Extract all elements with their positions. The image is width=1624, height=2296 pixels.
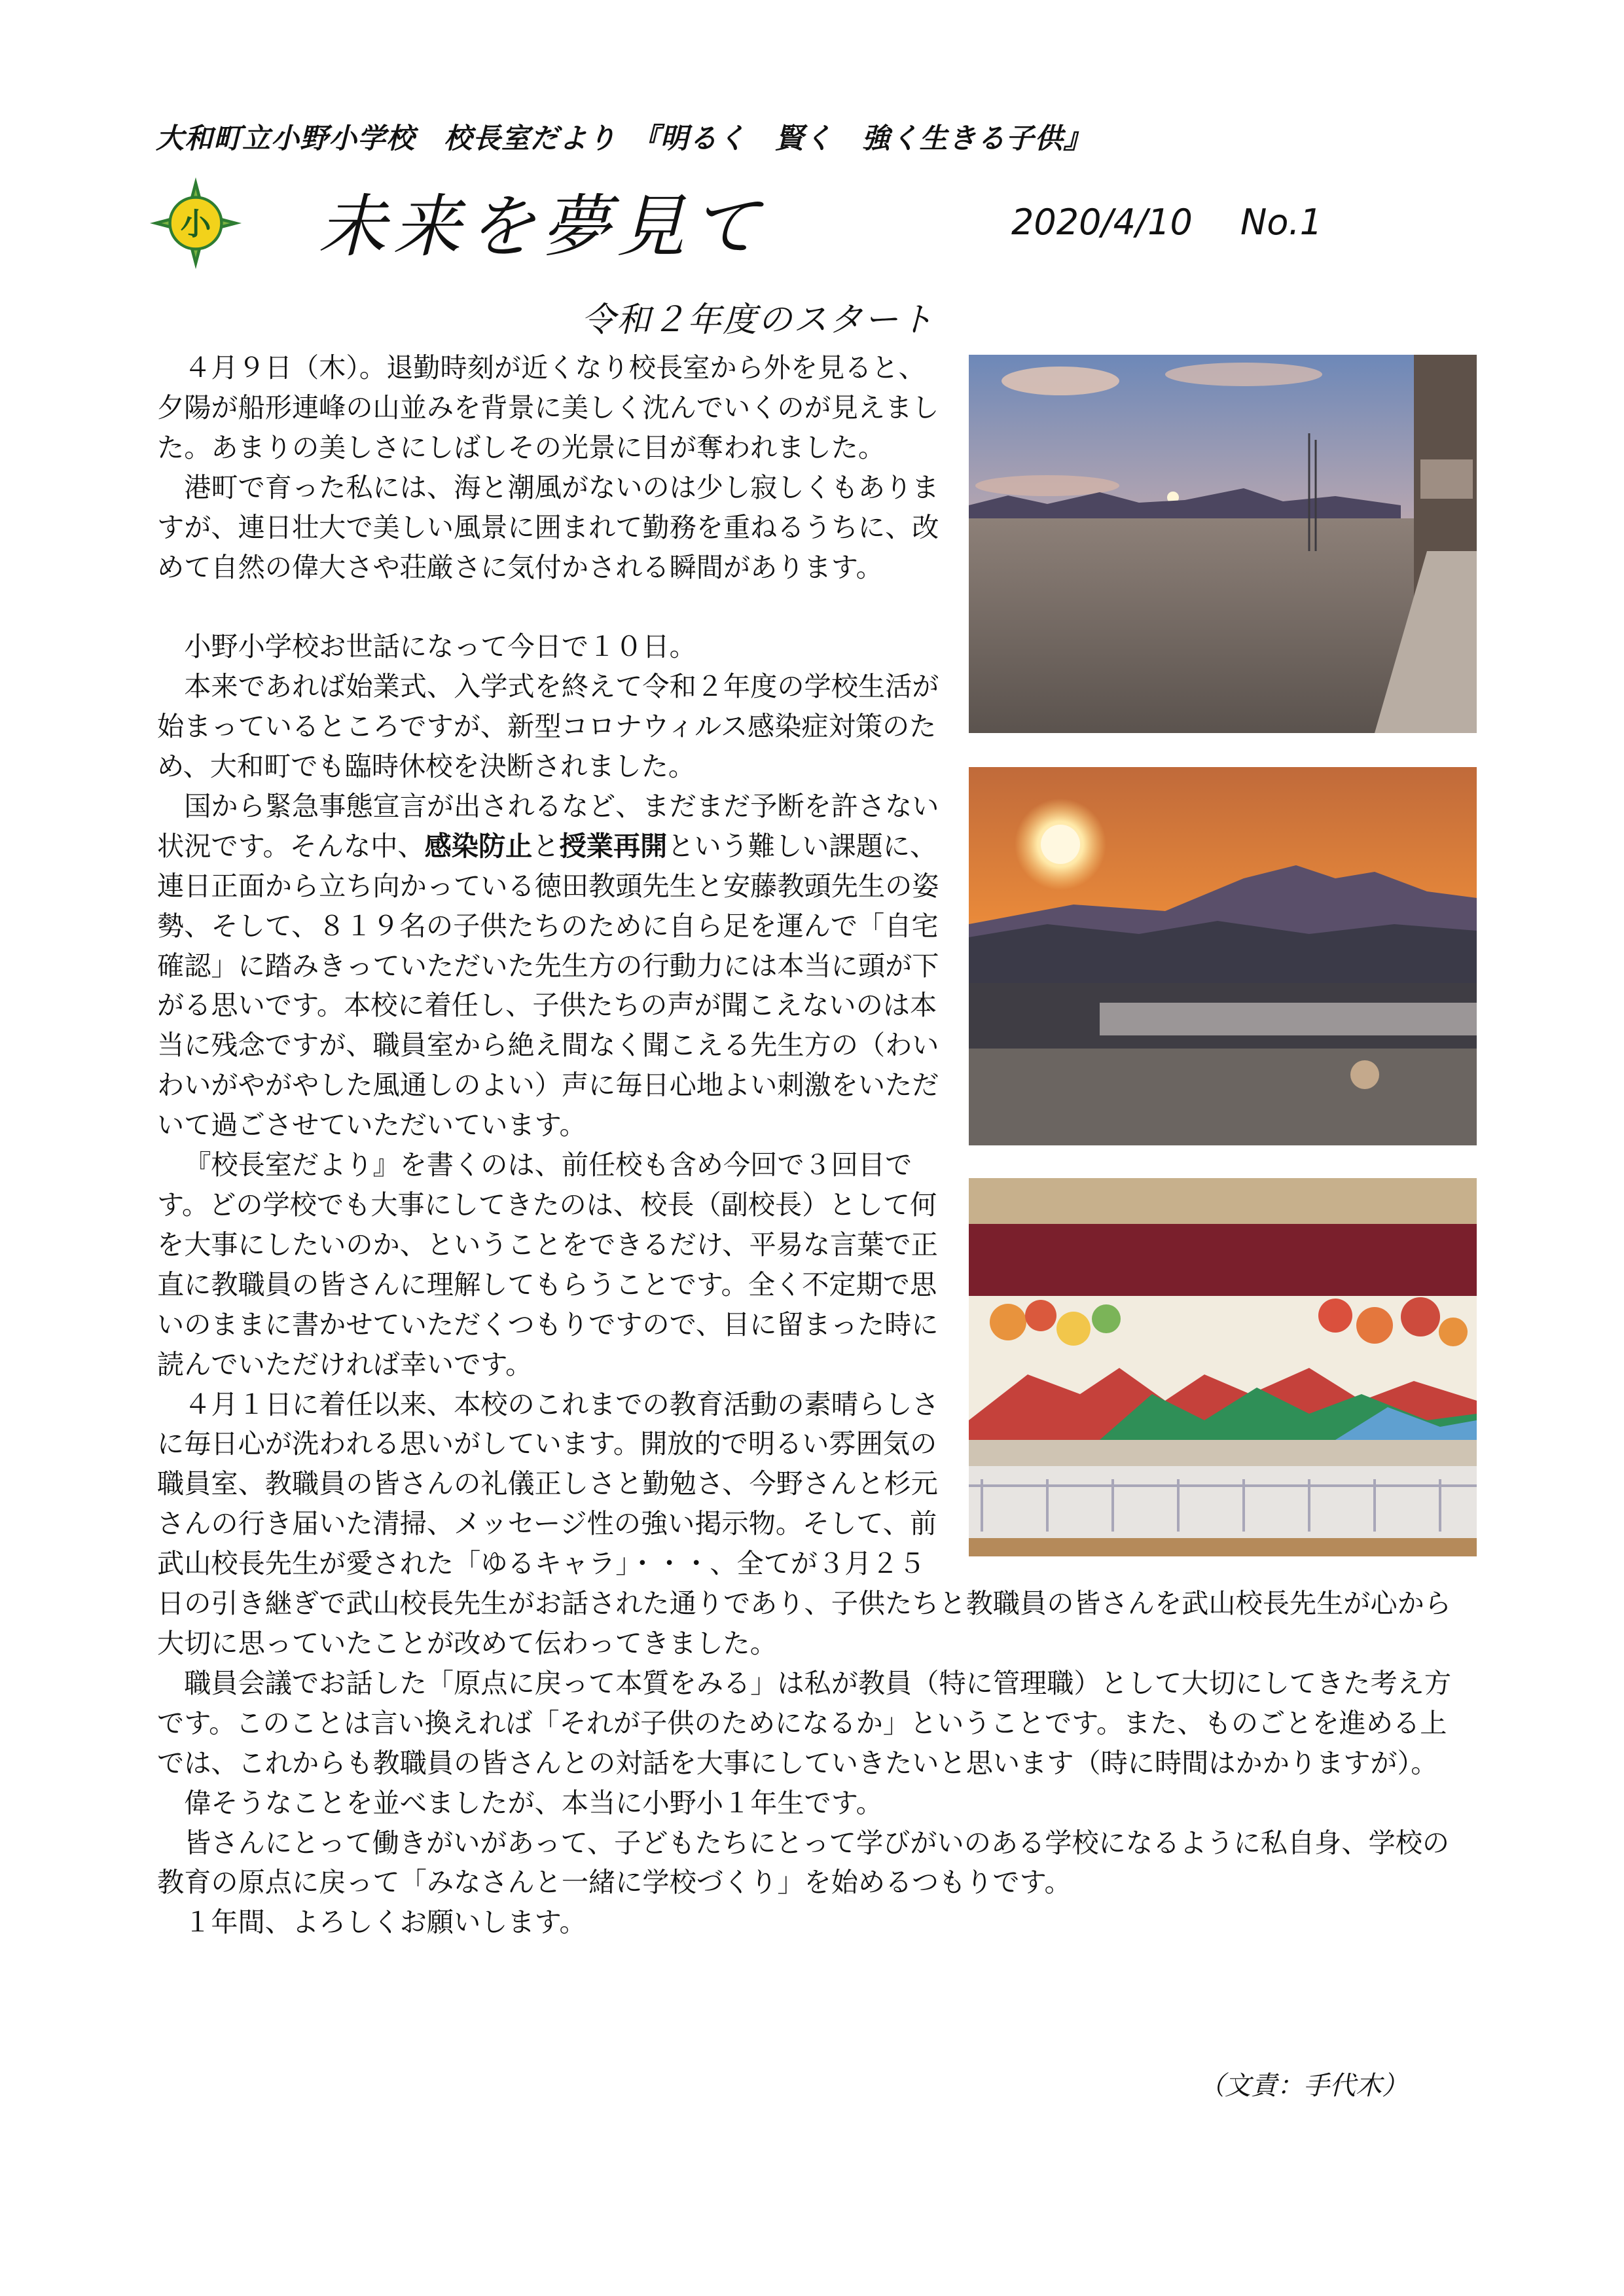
paragraph: ４月１日に着任以来、本校のこれまでの教育活動の素晴らしさに毎日心が洗われる思いがしています。開放的で明るい雰囲気の職員室、教職員の皆さんの礼儀正しさと勤勉さ、今野さんと杉元さんの行き届いた清掃、メッセージ性の強い掲示物。そして、前武山校長先生が愛された「ゆるキャラ」・・・、全てが３月２５日の引き継ぎで武山校長先生がお話された通りであり、子供たちと教職員の皆さんを武山校長先生が心から大切に思っていたことが改めて伝わってきました。: [157, 1388, 1452, 1659]
author-signature: （文責：手代木）: [1199, 2071, 1408, 2101]
paragraph: 小野小学校お世話になって今日で１０日。: [184, 631, 696, 663]
paragraph: １年間、よろしくお願いします。: [184, 1907, 586, 1939]
article-heading: 令和２年度のスタート: [581, 300, 935, 340]
paragraph: 職員会議でお話した「原点に戻って本質をみる」は私が教員（特に管理職）として大切にしてきた考え方です。このことは言い換えれば「それが子供のためになるか」ということです。また、ものごとを進める上では、これからも教職員の皆さんとの対話を大事にしていきたいと思います（時に時間はかかりますが）。: [157, 1667, 1452, 1779]
article-body: [157, 348, 1473, 1943]
paragraph: 本来であれば始業式、入学式を終えて令和２年度の学校生活が始まっているところですが、新型コロナウィルス感染症対策のため、大和町でも臨時休校を決断されました。: [157, 671, 939, 783]
paragraph: 皆さんにとって働きがいがあって、子どもたちにとって学びがいのある学校になるように私自身、学校の教育の原点に戻って「みなさんと一緒に学校づくり」を始めるつもりです。: [157, 1827, 1450, 1899]
emblem-char: 小: [180, 207, 211, 243]
issue-number: No.1: [1240, 202, 1322, 243]
newsletter-tagline: 大和町立小野小学校 校長室だより 『明るく 賢く 強く生きる子供』: [156, 122, 1092, 155]
issue-date: 2020/4/10: [1011, 202, 1193, 243]
paragraph: 国から緊急事態宣言が出されるなど、まだまだ予断を許さない状況です。そんな中、感染防止と授業再開という難しい課題に、連日正面から立ち向かっている徳田教頭先生と安藤教頭先生の姿勢、そして、８１９名の子供たちのために自ら足を運んで「自宅確認」に踏みきっていただいた先生方の行動力には本当に頭が下がる思いです。本校に着任し、子供たちの声が聞こえないのは本当に残念ですが、職員室から絶え間なく聞こえる先生方の（わいわいがやがやした風通しのよい）声に毎日心地よい刺激をいただいて過ごさせていただいています。: [157, 790, 939, 1141]
paragraph: 『校長室だより』を書くのは、前任校も含め今回で３回目です。どの学校でも大事にしてきたのは、校長（副校長）として何を大事にしたいのか、ということをできるだけ、平易な言葉で正直に教職員の皆さんに理解してもらうことです。全く不定期で思いのままに書かせていただくつもりですので、目に留まった時に読んでいただければ幸いです。: [157, 1149, 939, 1380]
school-emblem-icon: [148, 175, 244, 271]
paragraph: ４月９日（木）。退勤時刻が近くなり校長室から外を見ると、夕陽が船形連峰の山並みを背景に美しく沈んでいくのが見えました。あまりの美しさにしばしその光景に目が奪われました。: [157, 352, 939, 463]
emphasis-class-resumption: 授業再開: [559, 829, 668, 862]
newsletter-title: 未来を夢見て: [318, 187, 767, 266]
paragraph: 偉そうなことを並べましたが、本当に小野小１年生です。: [184, 1787, 883, 1819]
emphasis-infection-prevention: 感染防止: [424, 829, 533, 862]
paragraph: 港町で育った私には、海と潮風がないのは少し寂しくもありますが、連日壮大で美しい風景に囲まれて勤務を重ねるうちに、改めて自然の偉大さや荘厳さに気付かされる瞬間があります。: [157, 471, 939, 583]
